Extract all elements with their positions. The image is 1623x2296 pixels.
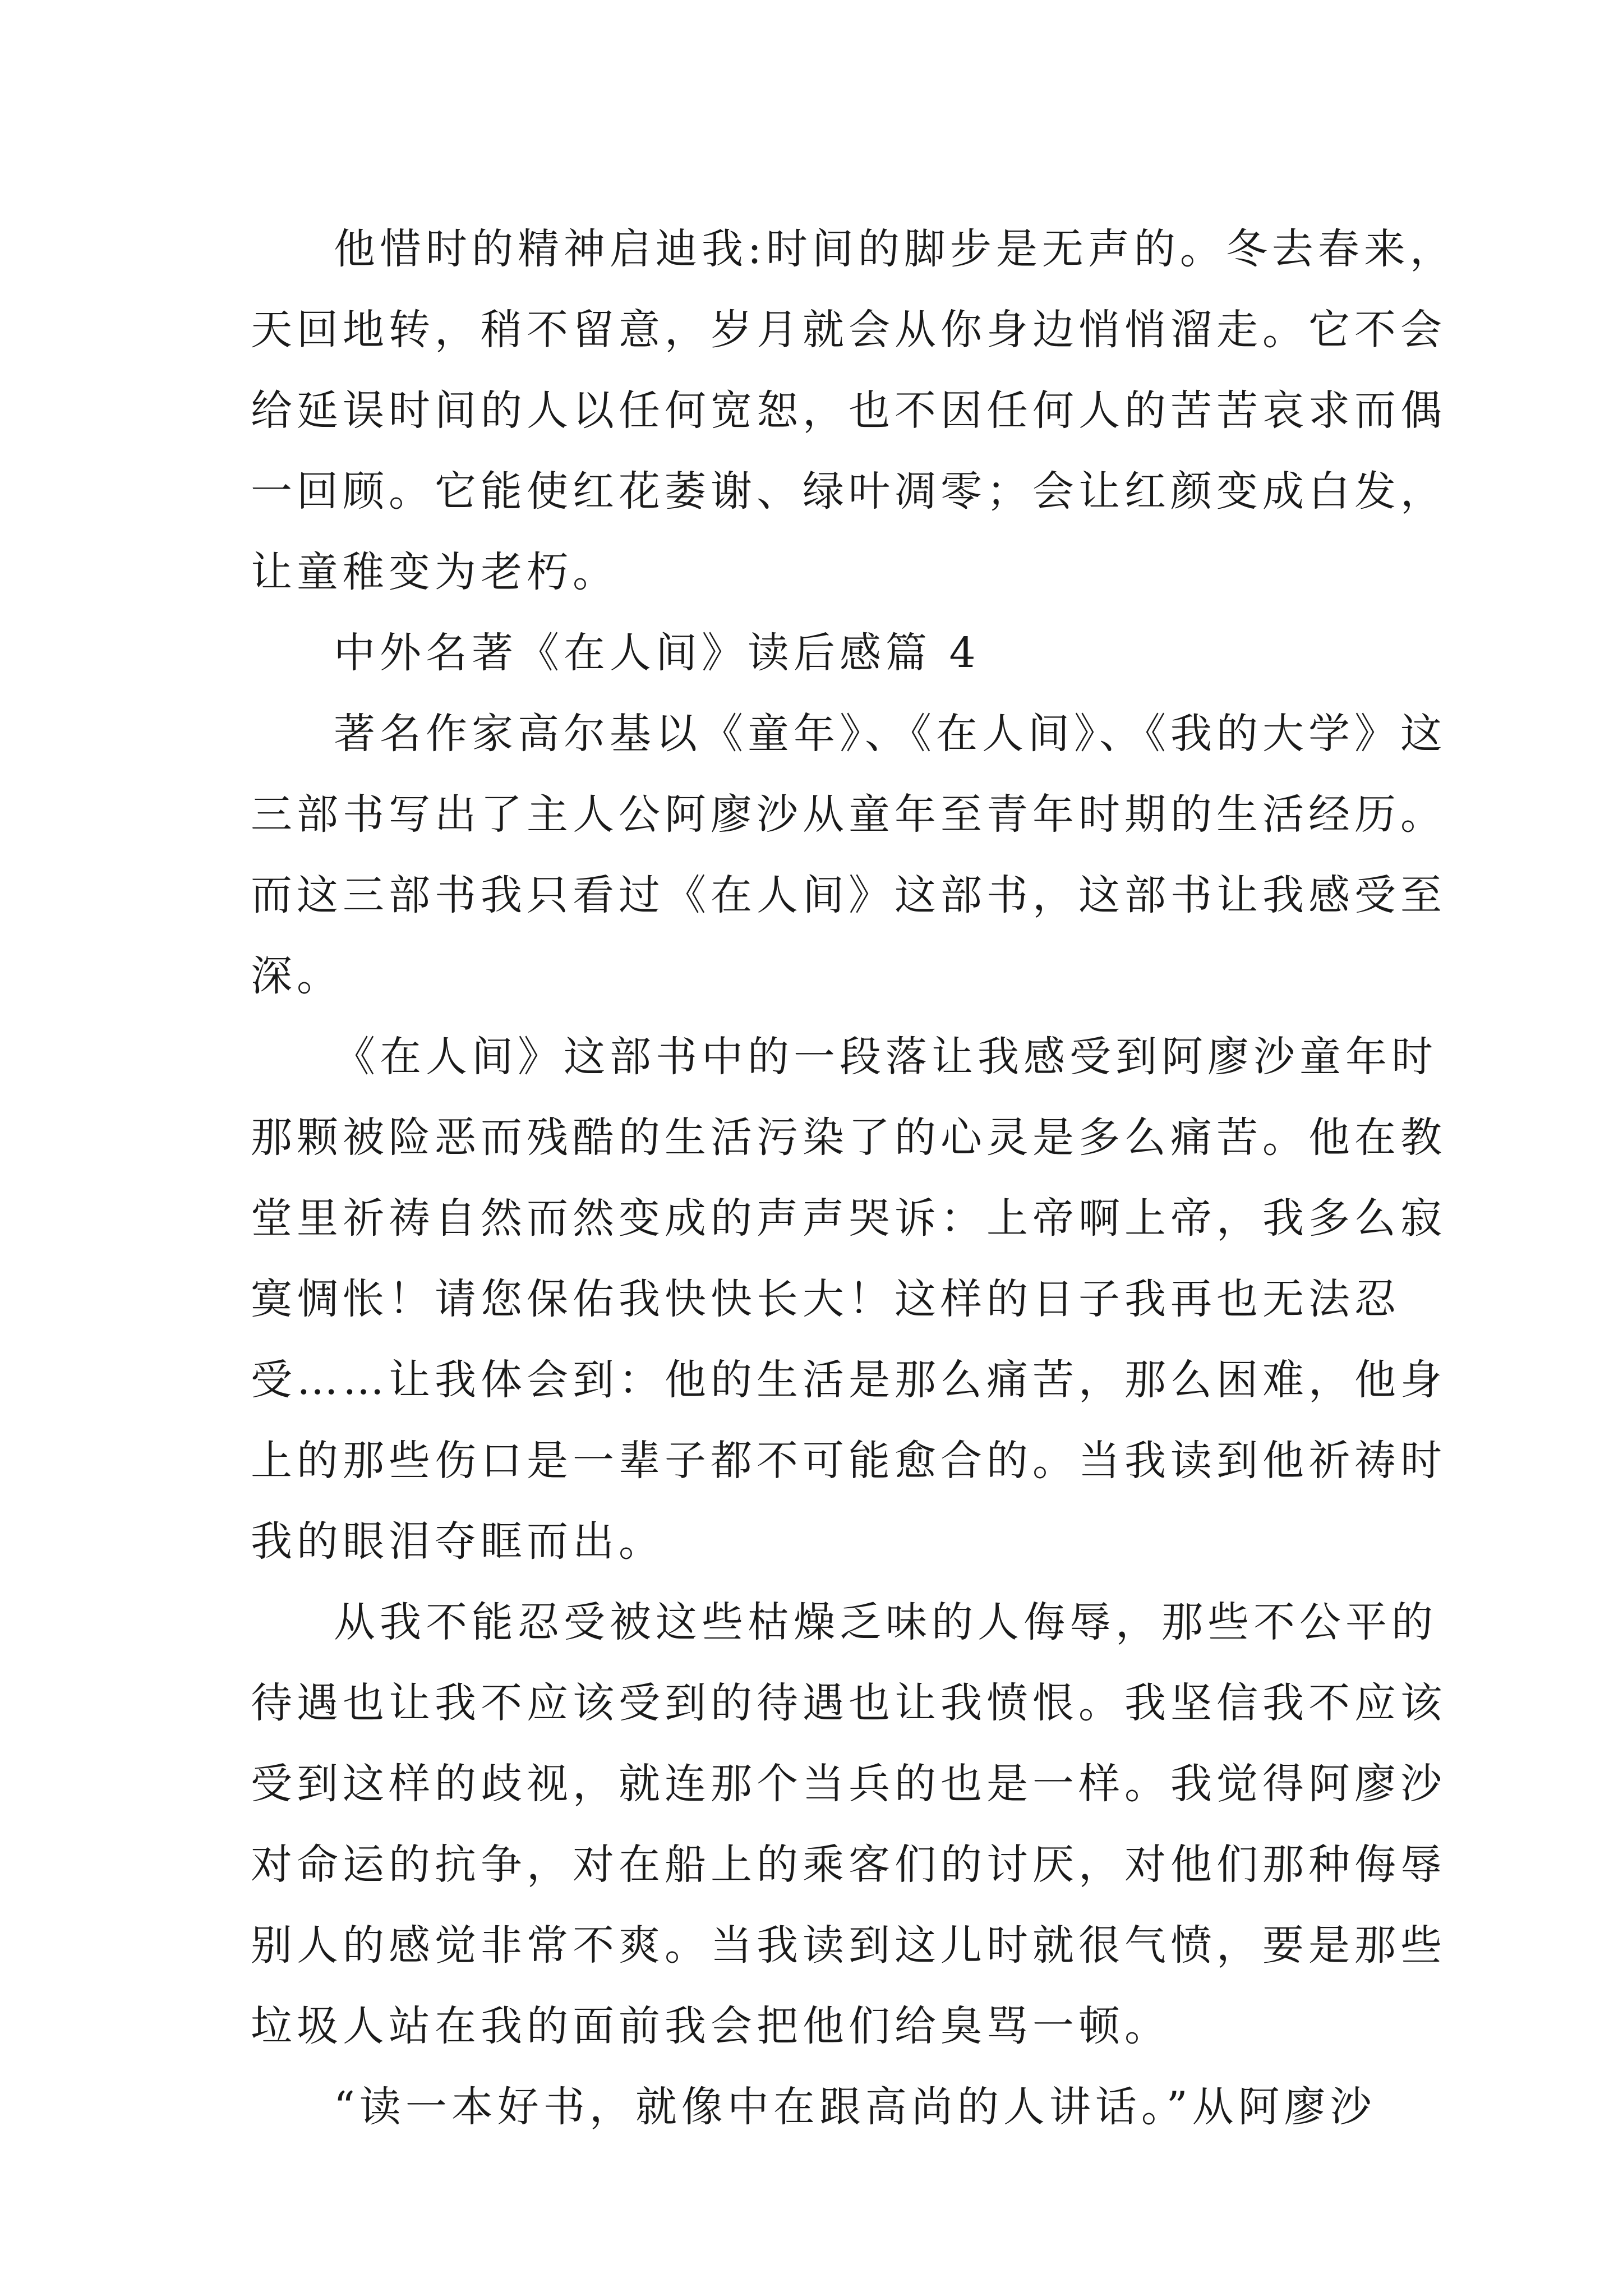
paragraph-prayer bbox=[251, 1016, 1446, 1582]
paragraph-injustice bbox=[251, 1582, 1446, 2067]
text-line: 三部书写出了主人公阿廖沙从童年至青年时期的生活经历。 bbox=[251, 790, 1446, 839]
text-line: 他惜时的精神启迪我:时间的脚步是无声的。冬去春来， bbox=[334, 225, 1456, 273]
text-line: 深。 bbox=[251, 952, 343, 1000]
text-line: 对命运的抗争，对在船上的乘客们的讨厌，对他们那种侮辱 bbox=[251, 1841, 1446, 1889]
text-line: 垃圾人站在我的面前我会把他们给臭骂一顿。 bbox=[251, 2002, 1170, 2050]
text-line: 别人的感觉非常不爽。当我读到这儿时就很气愤，要是那些 bbox=[251, 1921, 1446, 1970]
text-line: 从我不能忍受被这些枯燥乏味的人侮辱，那些不公平的 bbox=[334, 1598, 1437, 1646]
text-line: 待遇也让我不应该受到的待遇也让我愤恨。我坚信我不应该 bbox=[251, 1679, 1446, 1727]
text-line: 让童稚变为老朽。 bbox=[251, 548, 619, 596]
document-body bbox=[251, 209, 1456, 2147]
text-line: “读一本好书，就像中在跟高尚的人讲话。”从阿廖沙 bbox=[334, 2083, 1376, 2131]
paragraph-intro bbox=[251, 693, 1446, 1016]
text-line: 一回顾。它能使红花萎谢、绿叶凋零；会让红颜变成白发， bbox=[251, 467, 1446, 516]
text-line: 寞惆怅！请您保佑我快快长大！这样的日子我再也无法忍 bbox=[251, 1275, 1400, 1323]
section-heading: 中外名著《在人间》读后感篇 4 bbox=[334, 629, 980, 677]
text-line: 堂里祈祷自然而然变成的声声哭诉：上帝啊上帝，我多么寂 bbox=[251, 1194, 1446, 1243]
text-line: 而这三部书我只看过《在人间》这部书，这部书让我感受至 bbox=[251, 871, 1446, 919]
text-line: 受……让我体会到：他的生活是那么痛苦，那么困难，他身 bbox=[251, 1356, 1446, 1404]
text-line: 著名作家高尔基以《童年》、《在人间》、《我的大学》这 bbox=[334, 710, 1446, 758]
text-line: 天回地转，稍不留意，岁月就会从你身边悄悄溜走。它不会 bbox=[251, 306, 1446, 354]
paragraph-time bbox=[251, 209, 1456, 613]
text-line: 我的眼泪夺眶而出。 bbox=[251, 1517, 665, 1566]
text-line: 那颗被险恶而残酷的生活污染了的心灵是多么痛苦。他在教 bbox=[251, 1114, 1446, 1162]
paragraph-quote bbox=[251, 2067, 1384, 2147]
text-line: 给延误时间的人以任何宽恕，也不因任何人的苦苦哀求而偶 bbox=[251, 386, 1446, 435]
text-line: 受到这样的歧视，就连那个当兵的也是一样。我觉得阿廖沙 bbox=[251, 1760, 1446, 1808]
text-line: 上的那些伤口是一辈子都不可能愈合的。当我读到他祈祷时 bbox=[251, 1437, 1446, 1485]
text-line: 《在人间》这部书中的一段落让我感受到阿廖沙童年时 bbox=[334, 1033, 1437, 1081]
